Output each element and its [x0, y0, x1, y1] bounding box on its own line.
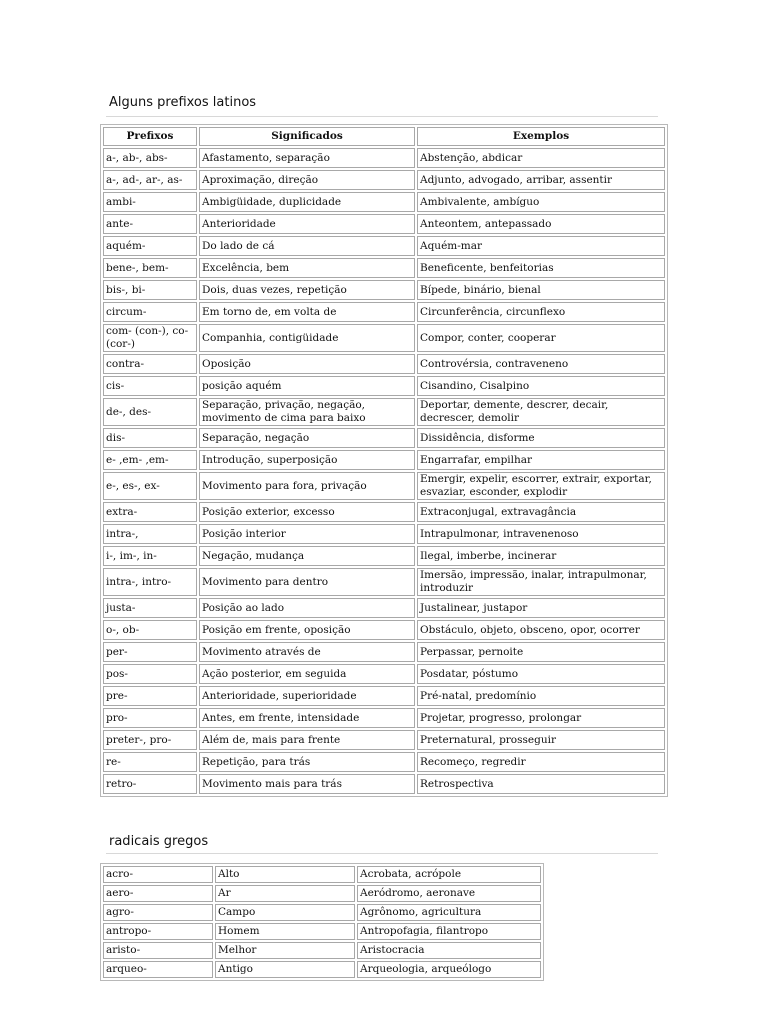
meaning-cell: Movimento através de	[199, 642, 415, 662]
prefix-cell: pro-	[103, 708, 197, 728]
meaning-cell: Separação, privação, negação, movimento de cima para baixo	[199, 398, 415, 426]
meaning-cell: Dois, duas vezes, repetição	[199, 280, 415, 300]
prefix-cell: i-, im-, in-	[103, 546, 197, 566]
prefix-cell: ambi-	[103, 192, 197, 212]
examples-cell: Agrônomo, agricultura	[357, 904, 541, 921]
column-header-significados: Significados	[199, 127, 415, 146]
prefix-cell: dis-	[103, 428, 197, 448]
prefix-cell: aristo-	[103, 942, 213, 959]
prefix-cell: de-, des-	[103, 398, 197, 426]
examples-cell: Preternatural, prosseguir	[417, 730, 665, 750]
section-divider	[106, 853, 658, 854]
prefix-cell: a-, ab-, abs-	[103, 148, 197, 168]
table-row	[103, 524, 665, 544]
table-row	[103, 866, 541, 883]
table-row	[103, 376, 665, 396]
table-row	[103, 598, 665, 618]
examples-cell: Circunferência, circunflexo	[417, 302, 665, 322]
meaning-cell: Melhor	[215, 942, 355, 959]
table-row	[103, 774, 665, 794]
table-row	[103, 280, 665, 300]
prefix-cell: pos-	[103, 664, 197, 684]
prefix-cell: re-	[103, 752, 197, 772]
prefix-cell: bis-, bi-	[103, 280, 197, 300]
prefix-cell: acro-	[103, 866, 213, 883]
prefix-cell: aero-	[103, 885, 213, 902]
meaning-cell: Anterioridade, superioridade	[199, 686, 415, 706]
prefix-cell: e- ,em- ,em-	[103, 450, 197, 470]
examples-cell: Pré-natal, predomínio	[417, 686, 665, 706]
table-row	[103, 885, 541, 902]
meaning-cell: Separação, negação	[199, 428, 415, 448]
examples-cell: Justalinear, justapor	[417, 598, 665, 618]
prefix-cell: arqueo-	[103, 961, 213, 978]
meaning-cell: Introdução, superposição	[199, 450, 415, 470]
examples-cell: Controvérsia, contraveneno	[417, 354, 665, 374]
prefix-cell: per-	[103, 642, 197, 662]
meaning-cell: Movimento para fora, privação	[199, 472, 415, 500]
table-row	[103, 961, 541, 978]
examples-cell: Arqueologia, arqueólogo	[357, 961, 541, 978]
examples-cell: Posdatar, póstumo	[417, 664, 665, 684]
examples-cell: Intrapulmonar, intravenenoso	[417, 524, 665, 544]
examples-cell: Adjunto, advogado, arribar, assentir	[417, 170, 665, 190]
meaning-cell: Afastamento, separação	[199, 148, 415, 168]
meaning-cell: Excelência, bem	[199, 258, 415, 278]
examples-cell: Extraconjugal, extravagância	[417, 502, 665, 522]
prefix-cell: com- (con-), co- (cor-)	[103, 324, 197, 352]
prefix-cell: preter-, pro-	[103, 730, 197, 750]
prefix-cell: extra-	[103, 502, 197, 522]
meaning-cell: Repetição, para trás	[199, 752, 415, 772]
meaning-cell: Ambigüidade, duplicidade	[199, 192, 415, 212]
table-row	[103, 324, 665, 352]
examples-cell: Abstenção, abdicar	[417, 148, 665, 168]
examples-cell: Cisandino, Cisalpino	[417, 376, 665, 396]
examples-cell: Engarrafar, empilhar	[417, 450, 665, 470]
examples-cell: Emergir, expelir, escorrer, extrair, exportar, esvaziar, esconder, explodir	[417, 472, 665, 500]
examples-cell: Compor, conter, cooperar	[417, 324, 665, 352]
examples-cell: Imersão, impressão, inalar, intrapulmonar, introduzir	[417, 568, 665, 596]
table-row	[103, 642, 665, 662]
table-row	[103, 258, 665, 278]
examples-cell: Acrobata, acrópole	[357, 866, 541, 883]
meaning-cell: Ação posterior, em seguida	[199, 664, 415, 684]
latin-prefixes-table-body	[103, 148, 665, 794]
examples-cell: Dissidência, disforme	[417, 428, 665, 448]
examples-cell: Recomeço, regredir	[417, 752, 665, 772]
table-row	[103, 302, 665, 322]
meaning-cell: Posição exterior, excesso	[199, 502, 415, 522]
greek-radicals-table-body	[103, 866, 541, 978]
prefix-cell: o-, ob-	[103, 620, 197, 640]
table-row	[103, 708, 665, 728]
examples-cell: Projetar, progresso, prolongar	[417, 708, 665, 728]
examples-cell: Antropofagia, filantropo	[357, 923, 541, 940]
table-row	[103, 664, 665, 684]
examples-cell: Bípede, binário, bienal	[417, 280, 665, 300]
meaning-cell: Campo	[215, 904, 355, 921]
meaning-cell: Homem	[215, 923, 355, 940]
table-row	[103, 148, 665, 168]
table-row	[103, 236, 665, 256]
table-row	[103, 170, 665, 190]
table-row	[103, 942, 541, 959]
table-row	[103, 192, 665, 212]
table-header-row	[103, 127, 665, 146]
examples-cell: Aristocracia	[357, 942, 541, 959]
table-row	[103, 354, 665, 374]
table-row	[103, 546, 665, 566]
section-divider	[106, 116, 658, 117]
table-row	[103, 904, 541, 921]
latin-prefixes-table	[100, 124, 668, 797]
section-title-greek-radicals: radicais gregos	[109, 834, 209, 849]
prefix-cell: bene-, bem-	[103, 258, 197, 278]
meaning-cell: Companhia, contigüidade	[199, 324, 415, 352]
prefix-cell: contra-	[103, 354, 197, 374]
examples-cell: Perpassar, pernoite	[417, 642, 665, 662]
prefix-cell: agro-	[103, 904, 213, 921]
meaning-cell: Aproximação, direção	[199, 170, 415, 190]
meaning-cell: Negação, mudança	[199, 546, 415, 566]
table-row	[103, 568, 665, 596]
column-header-prefixos: Prefixos	[103, 127, 197, 146]
table-row	[103, 398, 665, 426]
meaning-cell: Oposição	[199, 354, 415, 374]
prefix-cell: justa-	[103, 598, 197, 618]
meaning-cell: Antes, em frente, intensidade	[199, 708, 415, 728]
examples-cell: Anteontem, antepassado	[417, 214, 665, 234]
prefix-cell: retro-	[103, 774, 197, 794]
meaning-cell: Posição interior	[199, 524, 415, 544]
prefix-cell: intra-, intro-	[103, 568, 197, 596]
meaning-cell: Além de, mais para frente	[199, 730, 415, 750]
prefix-cell: a-, ad-, ar-, as-	[103, 170, 197, 190]
prefix-cell: pre-	[103, 686, 197, 706]
examples-cell: Ilegal, imberbe, incinerar	[417, 546, 665, 566]
prefix-cell: antropo-	[103, 923, 213, 940]
table-row	[103, 752, 665, 772]
examples-cell: Obstáculo, objeto, obsceno, opor, ocorrer	[417, 620, 665, 640]
meaning-cell: Do lado de cá	[199, 236, 415, 256]
examples-cell: Ambivalente, ambíguo	[417, 192, 665, 212]
prefix-cell: aquém-	[103, 236, 197, 256]
examples-cell: Retrospectiva	[417, 774, 665, 794]
greek-radicals-table	[100, 863, 544, 981]
examples-cell: Aeródromo, aeronave	[357, 885, 541, 902]
prefix-cell: ante-	[103, 214, 197, 234]
meaning-cell: Antigo	[215, 961, 355, 978]
column-header-exemplos: Exemplos	[417, 127, 665, 146]
examples-cell: Aquém-mar	[417, 236, 665, 256]
meaning-cell: posição aquém	[199, 376, 415, 396]
meaning-cell: Alto	[215, 866, 355, 883]
table-row	[103, 428, 665, 448]
prefix-cell: intra-,	[103, 524, 197, 544]
table-row	[103, 730, 665, 750]
prefix-cell: cis-	[103, 376, 197, 396]
meaning-cell: Posição ao lado	[199, 598, 415, 618]
table-row	[103, 502, 665, 522]
prefix-cell: e-, es-, ex-	[103, 472, 197, 500]
table-row	[103, 450, 665, 470]
meaning-cell: Posição em frente, oposição	[199, 620, 415, 640]
meaning-cell: Movimento para dentro	[199, 568, 415, 596]
meaning-cell: Anterioridade	[199, 214, 415, 234]
meaning-cell: Ar	[215, 885, 355, 902]
section-title-latin-prefixes: Alguns prefixos latinos	[109, 95, 257, 110]
prefix-cell: circum-	[103, 302, 197, 322]
table-row	[103, 686, 665, 706]
table-row	[103, 472, 665, 500]
examples-cell: Deportar, demente, descrer, decair, decrescer, demolir	[417, 398, 665, 426]
examples-cell: Beneficente, benfeitorias	[417, 258, 665, 278]
meaning-cell: Em torno de, em volta de	[199, 302, 415, 322]
table-row	[103, 923, 541, 940]
meaning-cell: Movimento mais para trás	[199, 774, 415, 794]
table-row	[103, 214, 665, 234]
table-row	[103, 620, 665, 640]
